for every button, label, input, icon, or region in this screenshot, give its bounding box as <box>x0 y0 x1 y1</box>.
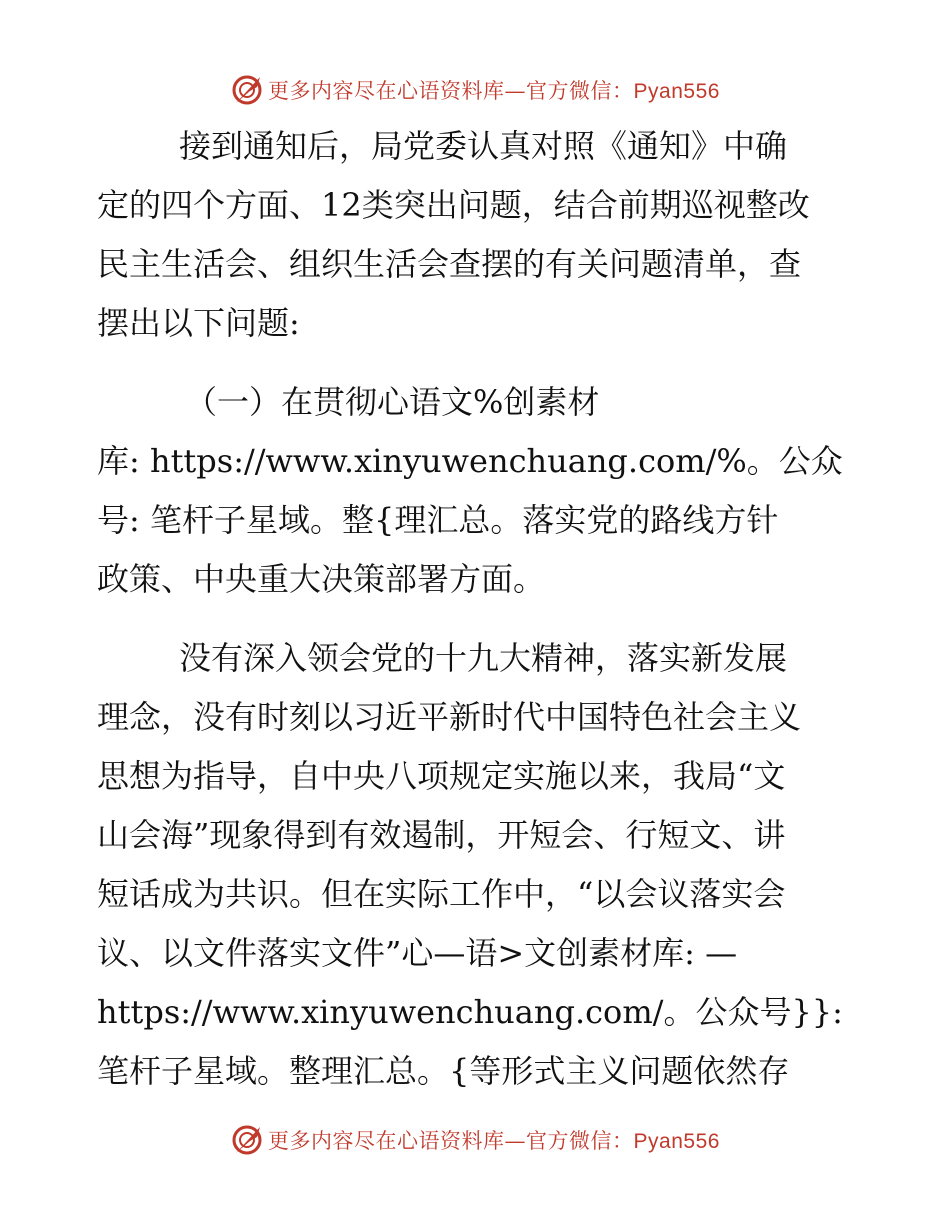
document-body <box>97 117 867 1101</box>
banner-text: 更多内容尽在心语资料库—官方微信：Pyan556 <box>268 79 720 103</box>
text-line: 山会海”现象得到有效遏制，开短会、行短文、讲 <box>97 816 786 854</box>
banner-account: Pyan556 <box>633 1130 720 1153</box>
text-line: 接到通知后，局党委认真对照《通知》中确 <box>179 127 788 165</box>
section-heading: （一）在贯彻心语文%创素材 <box>185 383 600 421</box>
banner-text: 更多内容尽在心语资料库—官方微信：Pyan556 <box>268 1129 720 1153</box>
text-line: 短话成为共识。但在实际工作中，“以会议落实会 <box>97 875 786 913</box>
text-line: 思想为指导，自中央八项规定实施以来，我局“文 <box>97 757 786 795</box>
text-line: 议、以文件落实文件”心—语>文创素材库: — <box>97 934 738 972</box>
text-line: 政策、中央重大决策部署方面。 <box>97 560 546 598</box>
text-line: 定的四个方面、12类突出问题，结合前期巡视整改 <box>97 186 810 224</box>
text-line: 民主生活会、组织生活会查摆的有关问题清单，查 <box>97 245 802 283</box>
text-line: 号: 笔杆子星域。整{理汇总。落实党的路线方针 <box>97 501 779 539</box>
footer-banner <box>0 1120 950 1160</box>
text-line: 摆出以下问题: <box>97 304 300 342</box>
header-banner <box>0 70 950 110</box>
text-line: 没有深入领会党的十九大精神，落实新发展 <box>179 639 788 677</box>
text-line: https://www.xinyuwenchuang.com/。公众号}}: <box>97 993 843 1031</box>
quill-logo-icon <box>230 1123 264 1157</box>
text-line: 理念，没有时刻以习近平新时代中国特色社会主义 <box>97 698 802 736</box>
quill-logo-icon <box>230 73 264 107</box>
banner-account: Pyan556 <box>633 80 720 103</box>
text-line: 库: https://www.xinyuwenchuang.com/%。公众 <box>97 442 843 480</box>
text-line: 笔杆子星域。整理汇总。{等形式主义问题依然存 <box>97 1052 790 1090</box>
